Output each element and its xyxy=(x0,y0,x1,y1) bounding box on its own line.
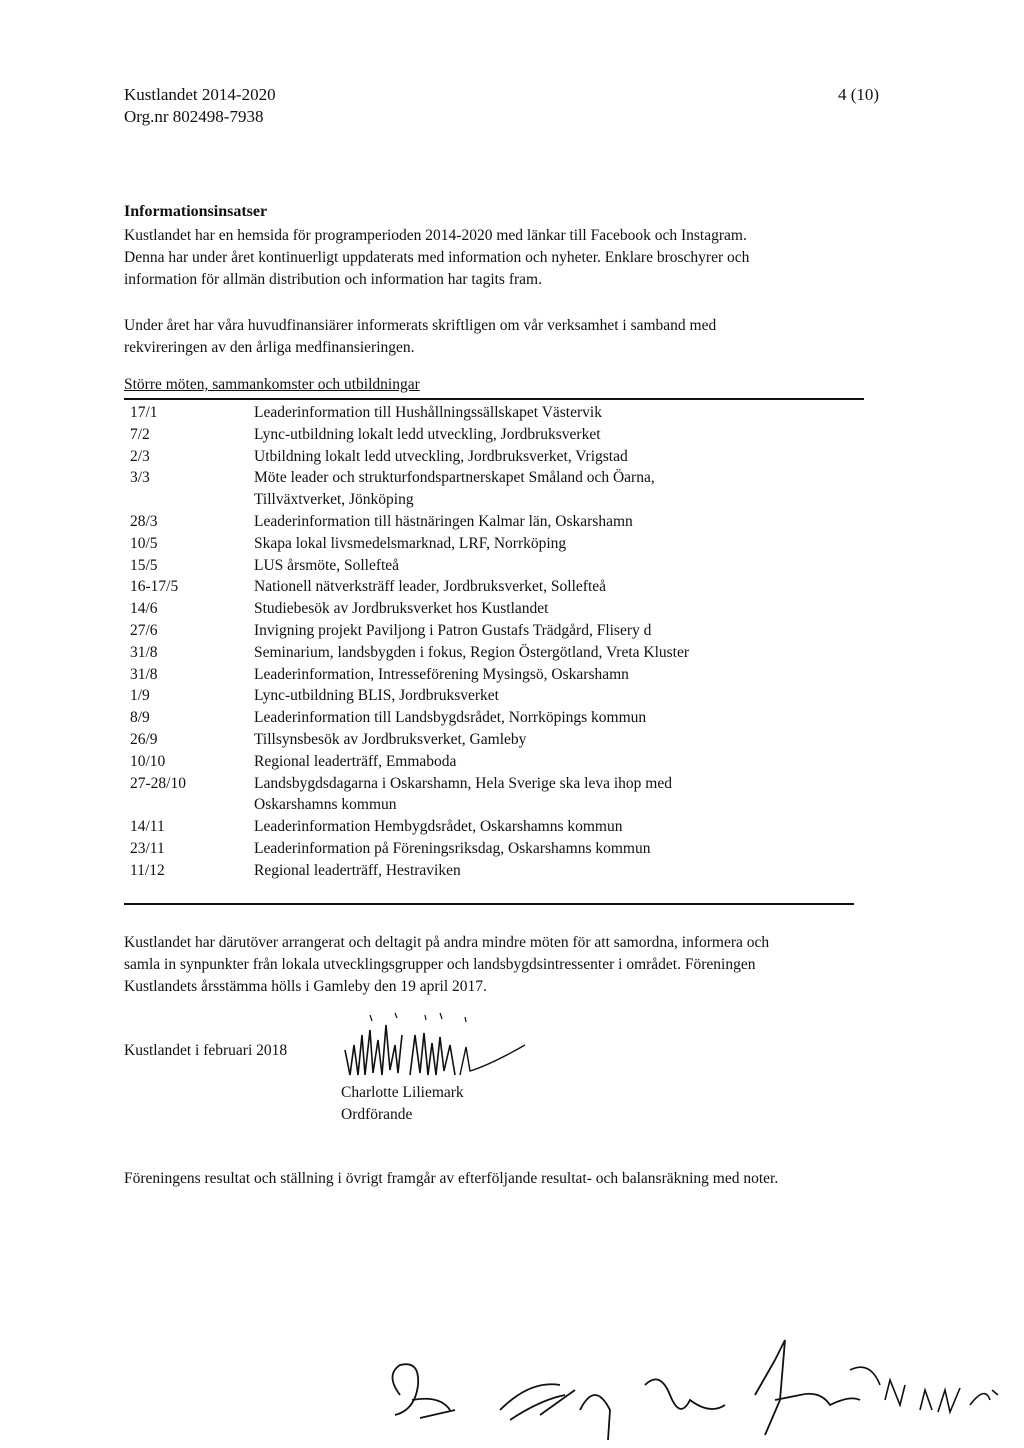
meeting-description-line: Leaderinformation till Landsbygdsrådet, Norrköpings kommun xyxy=(254,709,647,727)
meeting-description xyxy=(254,685,689,707)
signer-title: Ordförande xyxy=(341,1106,413,1123)
meetings-top-rule xyxy=(124,398,864,400)
meeting-date: 23/11 xyxy=(130,839,165,857)
header-org-number: Org.nr 802498-7938 xyxy=(124,107,264,126)
table-row xyxy=(130,707,689,729)
table-row xyxy=(130,511,689,533)
meeting-date: 11/12 xyxy=(130,861,165,879)
info-p1-line-2: Denna har under året kontinuerligt uppdaterats med information och nyheter. Enklare broschyrer och xyxy=(124,249,750,266)
meetings-bottom-rule xyxy=(124,903,854,905)
meeting-description xyxy=(254,533,689,555)
place-date: Kustlandet i februari 2018 xyxy=(124,1042,288,1059)
meetings-table xyxy=(130,402,689,882)
info-p2-line-1: Under året har våra huvudfinansiärer informerats skriftligen om vår verksamhet i samband med xyxy=(124,317,717,334)
meetings-table-wrapper xyxy=(130,402,689,882)
meeting-description-line: Invigning projekt Paviljong i Patron Gustafs Trädgård, Flisery d xyxy=(254,621,652,639)
meeting-description xyxy=(254,773,689,817)
header-page-number: 4 (10) xyxy=(838,85,880,104)
meeting-description xyxy=(254,620,689,642)
meeting-date: 8/9 xyxy=(130,709,150,727)
meeting-description-line: Lync-utbildning BLIS, Jordbruksverket xyxy=(254,687,499,705)
final-line: Föreningens resultat och ställning i övrigt framgår av efterföljande resultat- och balansräkning med noter. xyxy=(124,1170,779,1187)
meeting-date: 1/9 xyxy=(130,687,150,705)
meeting-date: 27/6 xyxy=(130,621,158,639)
meeting-date: 2/3 xyxy=(130,447,150,465)
meeting-description xyxy=(254,838,689,860)
meetings-heading: Större möten, sammankomster och utbildningar xyxy=(124,376,420,393)
board-initials xyxy=(380,1340,1000,1440)
meeting-description xyxy=(254,424,689,446)
table-row xyxy=(130,729,689,751)
info-p1-line-3: information för allmän distribution och information har tagits fram. xyxy=(124,271,542,288)
meeting-date: 14/11 xyxy=(130,818,165,836)
info-heading: Informationsinsatser xyxy=(124,203,268,220)
meeting-description xyxy=(254,664,689,686)
table-row xyxy=(130,642,689,664)
info-p1-line-1: Kustlandet har en hemsida för programperioden 2014-2020 med länkar till Facebook och Instagram. xyxy=(124,227,747,244)
table-row xyxy=(130,446,689,468)
meeting-description xyxy=(254,511,689,533)
closing-line-2: samla in synpunkter från lokala utvecklingsgrupper och landsbygdsintressenter i området. Föreningen xyxy=(124,956,756,973)
meeting-description xyxy=(254,642,689,664)
meeting-description-line: Tillsynsbesök av Jordbruksverket, Gamleby xyxy=(254,730,527,748)
header-org-name: Kustlandet 2014-2020 xyxy=(124,85,276,104)
info-paragraph-1 xyxy=(124,225,924,291)
table-row xyxy=(130,555,689,577)
table-row xyxy=(130,620,689,642)
meeting-description xyxy=(254,707,689,729)
meeting-description-line: Leaderinformation Hembygdsrådet, Oskarshamns kommun xyxy=(254,818,623,836)
meeting-date: 14/6 xyxy=(130,600,158,618)
meeting-date: 27-28/10 xyxy=(130,774,186,792)
meeting-description-line: Seminarium, landsbygden i fokus, Region Östergötland, Vreta Kluster xyxy=(254,643,690,661)
table-row xyxy=(130,533,689,555)
table-row xyxy=(130,685,689,707)
meeting-date: 17/1 xyxy=(130,404,158,421)
info-paragraph-2 xyxy=(124,315,924,359)
table-row xyxy=(130,751,689,773)
meeting-description xyxy=(254,729,689,751)
table-row xyxy=(130,467,689,511)
meeting-description xyxy=(254,555,689,577)
meeting-description xyxy=(254,446,689,468)
table-row xyxy=(130,838,689,860)
table-row xyxy=(130,664,689,686)
table-row xyxy=(130,402,689,424)
meeting-description-line: Nationell nätverksträff leader, Jordbruksverket, Sollefteå xyxy=(254,578,607,596)
meeting-date: 7/2 xyxy=(130,425,150,443)
meeting-description-line: Regional leaderträff, Hestraviken xyxy=(254,861,461,879)
meeting-description xyxy=(254,598,689,620)
signer-name: Charlotte Liliemark xyxy=(341,1084,464,1101)
meeting-date: 31/8 xyxy=(130,665,158,683)
table-row xyxy=(130,424,689,446)
meeting-description-line: Leaderinformation, Intresseförening Mysingsö, Oskarshamn xyxy=(254,665,629,683)
meeting-description-line: Möte leader och strukturfondspartnerskapet Småland och Öarna, xyxy=(254,469,655,487)
meeting-description xyxy=(254,751,689,773)
meeting-description-line: Leaderinformation till Hushållningssällskapet Västervik xyxy=(254,404,602,421)
meeting-description xyxy=(254,816,689,838)
info-p2-line-2: rekvireringen av den årliga medfinansieringen. xyxy=(124,339,415,356)
table-row xyxy=(130,816,689,838)
meeting-description-line: Utbildning lokalt ledd utveckling, Jordbruksverket, Vrigstad xyxy=(254,447,628,465)
meeting-description xyxy=(254,467,689,511)
meeting-description-line: Skapa lokal livsmedelsmarknad, LRF, Norrköping xyxy=(254,534,567,552)
closing-line-3: Kustlandets årsstämma hölls i Gamleby den 19 april 2017. xyxy=(124,978,487,995)
meeting-date: 15/5 xyxy=(130,556,158,574)
meeting-description-line: Oskarshamns kommun xyxy=(254,796,397,814)
meeting-date: 10/10 xyxy=(130,752,166,770)
meeting-description-line: Studiebesök av Jordbruksverket hos Kustlandet xyxy=(254,600,549,618)
closing-paragraph xyxy=(124,932,924,998)
meeting-description xyxy=(254,402,689,424)
chair-signature xyxy=(340,1005,540,1080)
table-row xyxy=(130,598,689,620)
table-row xyxy=(130,773,689,817)
table-row xyxy=(130,860,689,882)
meeting-date: 28/3 xyxy=(130,512,158,530)
table-row xyxy=(130,576,689,598)
meeting-description-line: LUS årsmöte, Sollefteå xyxy=(254,556,400,574)
meeting-date: 16-17/5 xyxy=(130,578,179,596)
meeting-description-line: Tillväxtverket, Jönköping xyxy=(254,491,414,509)
meeting-date: 26/9 xyxy=(130,730,158,748)
meeting-description-line: Leaderinformation till hästnäringen Kalmar län, Oskarshamn xyxy=(254,512,633,530)
meeting-description-line: Landsbygdsdagarna i Oskarshamn, Hela Sverige ska leva ihop med xyxy=(254,774,672,792)
meeting-date: 31/8 xyxy=(130,643,158,661)
meeting-description xyxy=(254,860,689,882)
meeting-date: 3/3 xyxy=(130,469,150,487)
meeting-description-line: Leaderinformation på Föreningsriksdag, Oskarshamns kommun xyxy=(254,839,651,857)
meeting-description xyxy=(254,576,689,598)
closing-line-1: Kustlandet har därutöver arrangerat och deltagit på andra mindre möten för att samordna, informera och xyxy=(124,934,770,951)
meeting-date: 10/5 xyxy=(130,534,158,552)
meeting-description-line: Regional leaderträff, Emmaboda xyxy=(254,752,457,770)
meeting-description-line: Lync-utbildning lokalt ledd utveckling, Jordbruksverket xyxy=(254,425,601,443)
